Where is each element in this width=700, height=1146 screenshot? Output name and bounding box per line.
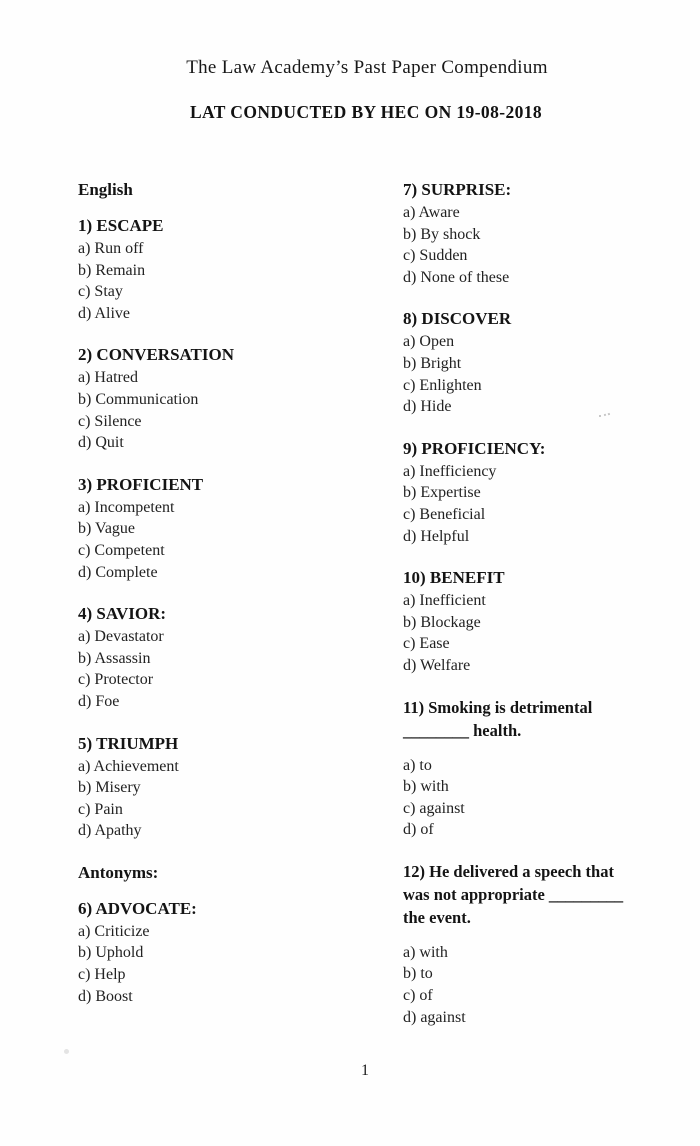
question-9-option-b: b) Expertise xyxy=(403,484,481,502)
page-number: 1 xyxy=(361,1062,369,1079)
question-3-option-c: c) Competent xyxy=(78,541,165,559)
question-1 xyxy=(78,214,386,324)
question-4 xyxy=(78,602,386,712)
question-7-option-b: b) By shock xyxy=(403,225,481,243)
question-9 xyxy=(403,437,691,547)
question-7-option-d: d) None of these xyxy=(403,268,510,286)
question-3 xyxy=(78,473,386,583)
question-2-option-d: d) Quit xyxy=(78,434,124,452)
question-8-option-c: c) Enlighten xyxy=(403,376,482,394)
question-12-option-d: d) against xyxy=(403,1008,466,1026)
question-1-option-a: a) Run off xyxy=(78,240,144,257)
question-12-prompt-line-1: 12) He delivered a speech that xyxy=(403,861,614,881)
question-6-header: 6) ADVOCATE: xyxy=(78,898,197,918)
question-11-option-d: d) of xyxy=(403,821,434,839)
section-heading-english: English xyxy=(78,180,133,199)
scan-artifact xyxy=(64,1049,69,1054)
question-11-option-b: b) with xyxy=(403,778,449,796)
question-5-option-d: d) Apathy xyxy=(78,822,142,840)
question-12-option-a: a) with xyxy=(403,943,448,961)
question-2-header: 2) CONVERSATION xyxy=(78,345,235,365)
question-12-prompt-line-3: the event. xyxy=(403,907,471,927)
question-1-option-c: c) Stay xyxy=(78,283,123,301)
question-10-option-a: a) Inefficient xyxy=(403,592,486,610)
question-9-option-c: c) Beneficial xyxy=(403,505,486,523)
question-6-option-d: d) Boost xyxy=(78,987,133,1005)
question-6-option-a: a) Criticize xyxy=(78,922,150,940)
question-3-option-a: a) Incompetent xyxy=(78,498,175,516)
question-5-header: 5) TRIUMPH xyxy=(78,733,179,753)
question-7-header: 7) SURPRISE: xyxy=(403,180,512,199)
question-2-option-a: a) Hatred xyxy=(78,369,138,387)
question-10-option-c: c) Ease xyxy=(403,635,450,653)
question-5-option-a: a) Achievement xyxy=(78,757,179,775)
section-heading-antonyms: Antonyms: xyxy=(78,862,159,882)
question-2 xyxy=(78,343,386,453)
question-11-prompt-line-2: ________ health. xyxy=(403,720,522,740)
question-1-header: 1) ESCAPE xyxy=(78,216,164,235)
question-11-option-c: c) against xyxy=(403,799,465,817)
question-9-header: 9) PROFICIENCY: xyxy=(403,438,546,458)
question-2-option-c: c) Silence xyxy=(78,412,142,430)
question-1-option-b: b) Remain xyxy=(78,261,146,279)
question-2-option-b: b) Communication xyxy=(78,390,199,408)
question-8-option-a: a) Open xyxy=(403,333,455,351)
question-4-option-d: d) Foe xyxy=(78,692,120,710)
document-subtitle: LAT CONDUCTED BY HEC ON 19-08-2018 xyxy=(189,102,543,122)
question-6 xyxy=(78,897,386,1007)
question-6-option-c: c) Help xyxy=(78,966,126,984)
document-title: The Law Academy’s Past Paper Compendium xyxy=(186,57,548,78)
question-12 xyxy=(403,860,691,1028)
question-8-header: 8) DISCOVER xyxy=(403,309,512,329)
question-8 xyxy=(403,307,691,417)
question-7-option-a: a) Aware xyxy=(403,204,460,221)
question-9-option-a: a) Inefficiency xyxy=(403,462,497,480)
question-8-option-b: b) Bright xyxy=(403,354,462,372)
question-8-option-d: d) Hide xyxy=(403,398,452,416)
question-3-option-b: b) Vague xyxy=(78,520,136,538)
spacer xyxy=(403,742,691,755)
question-11 xyxy=(403,696,691,841)
question-11-option-a: a) to xyxy=(403,756,432,774)
question-10-option-d: d) Welfare xyxy=(403,656,471,674)
question-5-option-c: c) Pain xyxy=(78,800,123,818)
right-column xyxy=(403,178,691,1047)
question-4-header: 4) SAVIOR: xyxy=(78,604,167,624)
question-9-option-d: d) Helpful xyxy=(403,527,470,545)
question-5 xyxy=(78,732,386,842)
question-1-option-d: d) Alive xyxy=(78,304,130,322)
question-5-option-b: b) Misery xyxy=(78,779,141,797)
question-12-option-c: c) of xyxy=(403,987,433,1005)
question-3-option-d: d) Complete xyxy=(78,563,158,581)
question-10-header: 10) BENEFIT xyxy=(403,568,505,588)
question-11-prompt-line-1: 11) Smoking is detrimental xyxy=(403,697,593,717)
question-6-option-b: b) Uphold xyxy=(78,944,144,962)
question-7 xyxy=(403,178,691,288)
question-4-option-a: a) Devastator xyxy=(78,628,164,646)
question-10-option-b: b) Blockage xyxy=(403,613,481,631)
spacer xyxy=(403,929,691,942)
question-10 xyxy=(403,566,691,676)
question-12-prompt-line-2: was not appropriate _________ xyxy=(403,884,624,904)
question-4-option-c: c) Protector xyxy=(78,671,154,689)
left-column xyxy=(78,178,386,1026)
question-12-option-b: b) to xyxy=(403,965,433,983)
question-7-option-c: c) Sudden xyxy=(403,247,468,265)
question-4-option-b: b) Assassin xyxy=(78,649,151,667)
question-3-header: 3) PROFICIENT xyxy=(78,474,204,494)
